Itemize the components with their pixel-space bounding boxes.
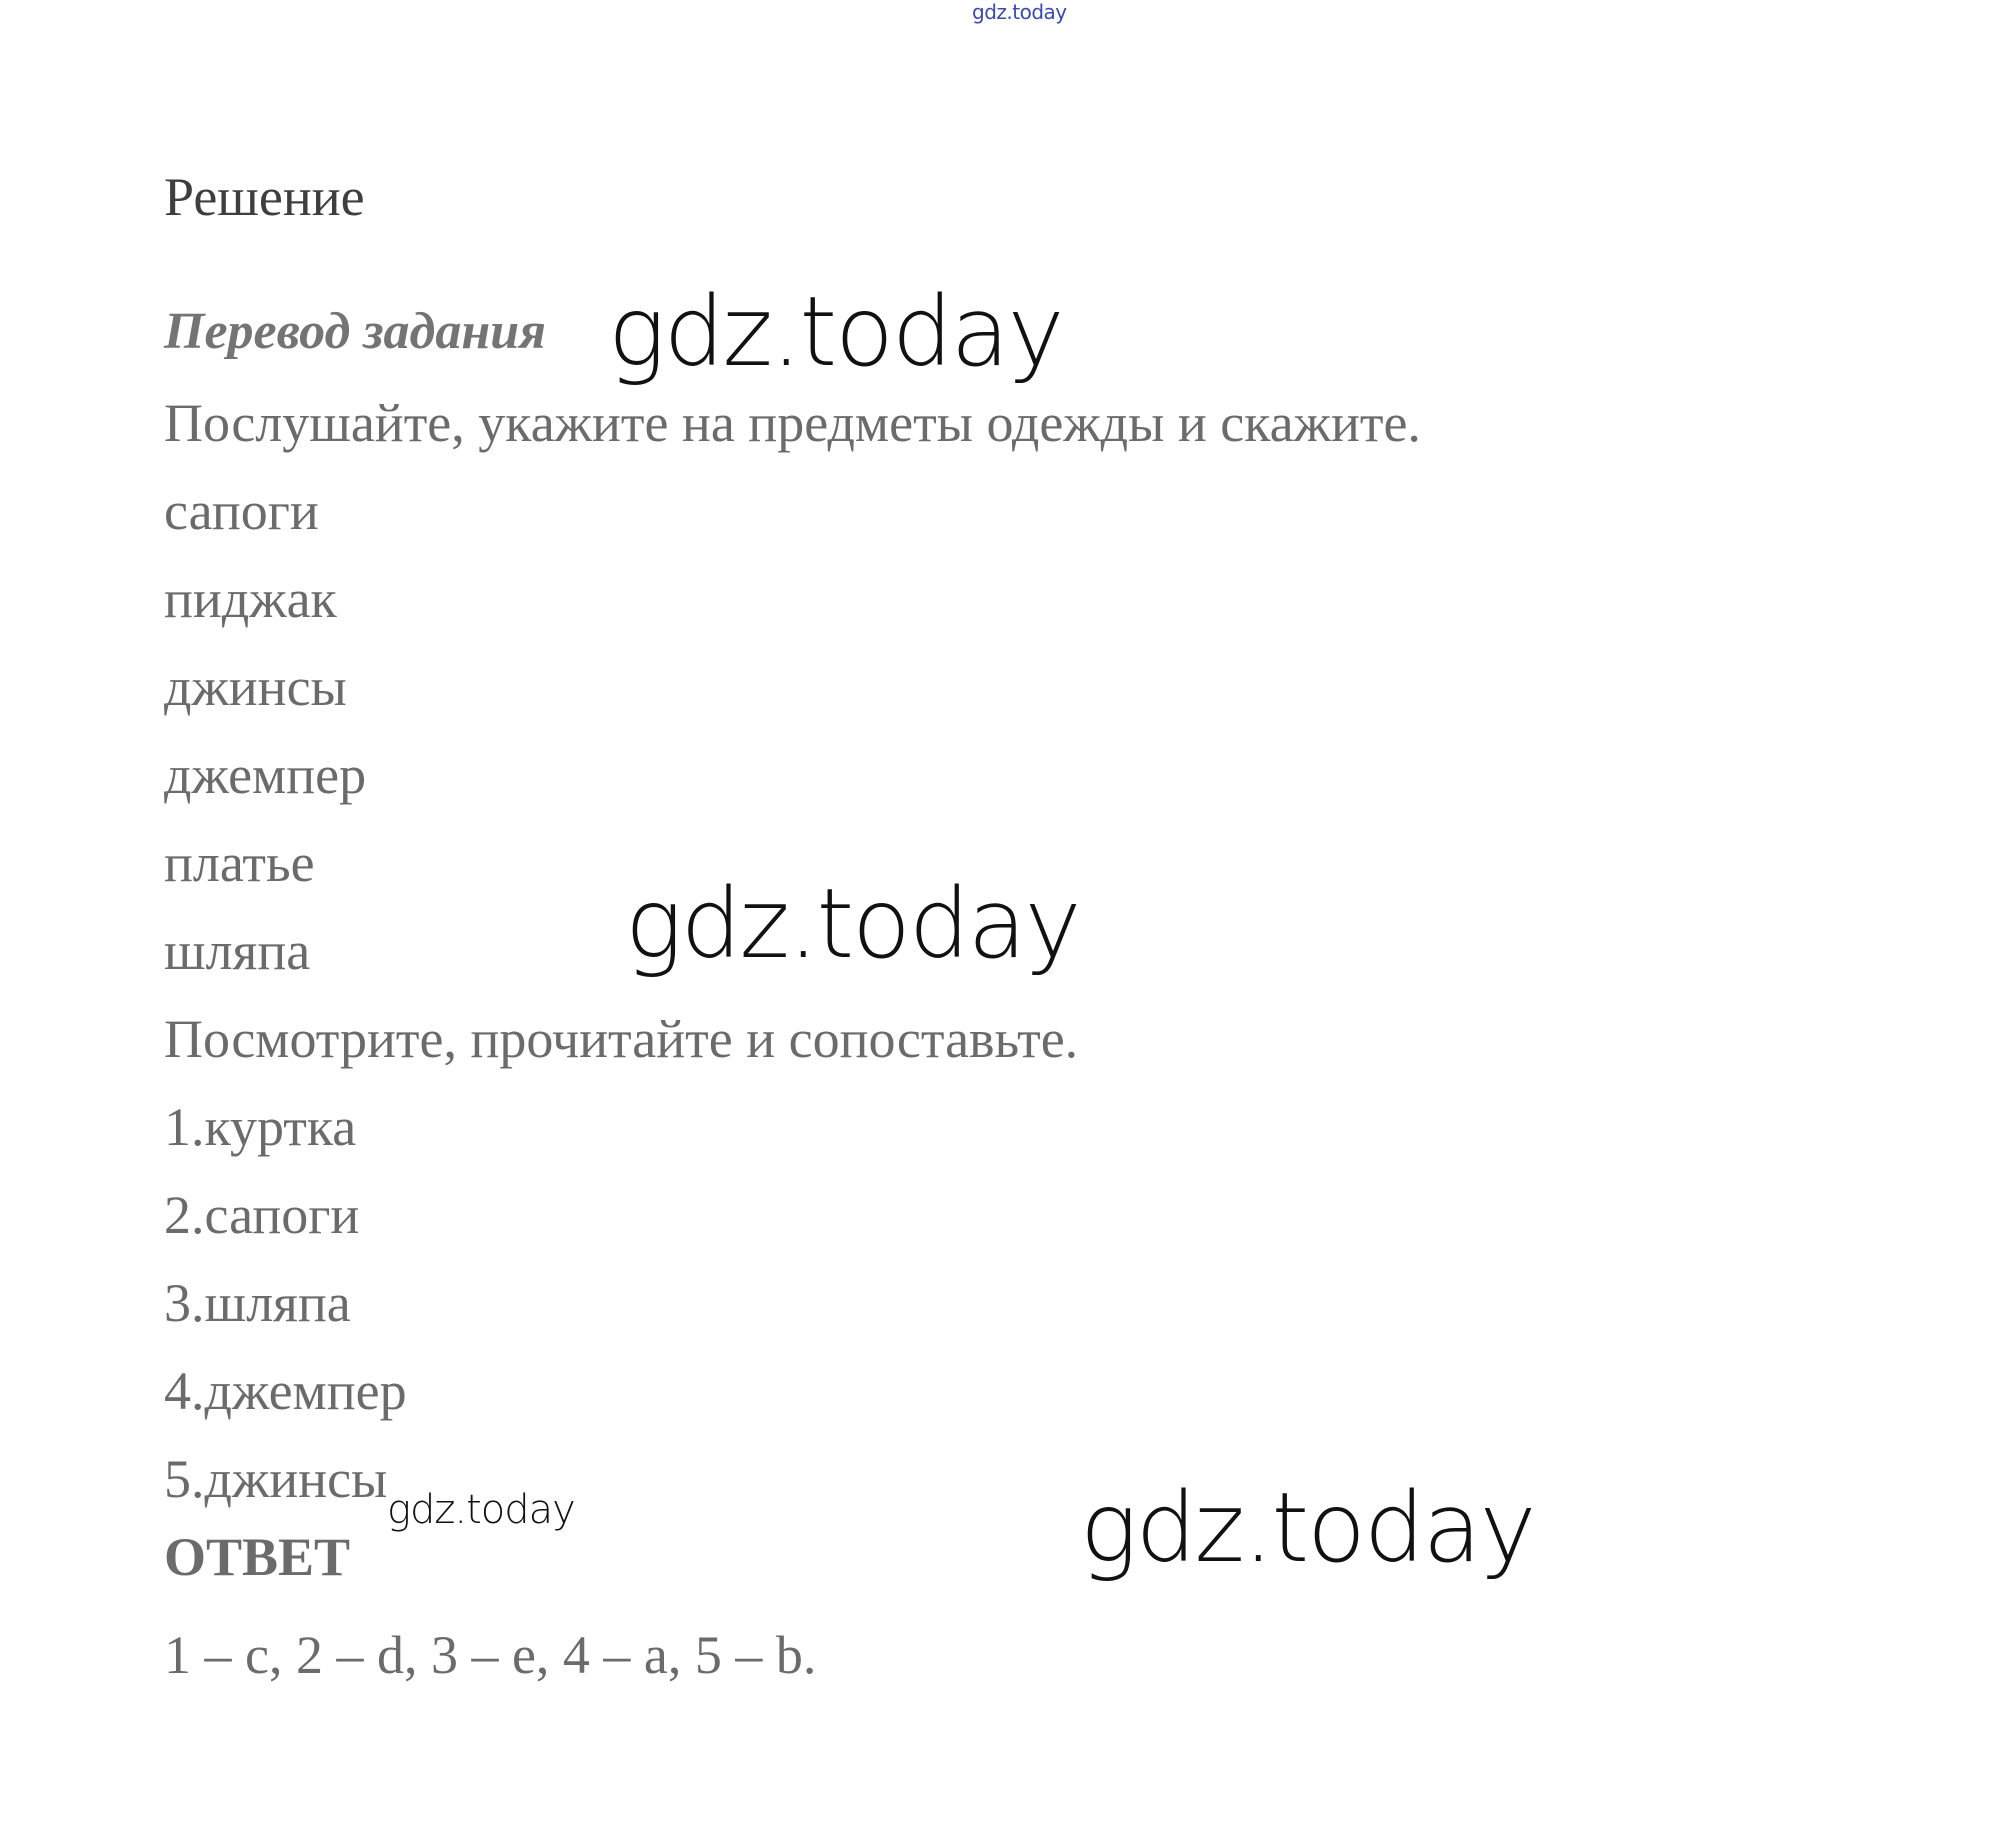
numbered-item: 3.шляпа: [164, 1273, 351, 1333]
answer-text: 1 – c, 2 – d, 3 – e, 4 – a, 5 – b.: [164, 1625, 817, 1685]
solution-heading: Решение: [164, 167, 365, 227]
instruction-listen: Послушайте, укажите на предметы одежды и скажите.: [164, 393, 1421, 453]
numbered-item: 4.джемпер: [164, 1361, 407, 1421]
word-item: пиджак: [164, 569, 337, 629]
numbered-item: 5.джинсы: [164, 1449, 388, 1509]
numbered-item: 1.куртка: [164, 1097, 357, 1157]
word-item: джемпер: [164, 745, 367, 805]
word-item: джинсы: [164, 657, 347, 717]
answer-label: ОТВЕТ: [164, 1527, 351, 1587]
top-watermark: gdz.today: [972, 0, 1067, 24]
numbered-item: 2.сапоги: [164, 1185, 360, 1245]
instruction-match: Посмотрите, прочитайте и сопоставьте.: [164, 1009, 1079, 1069]
word-item: сапоги: [164, 481, 319, 541]
watermark: gdz.today: [1080, 1472, 1535, 1584]
watermark: gdz.today: [625, 868, 1080, 980]
watermark: gdz.today: [387, 1487, 575, 1533]
watermark: gdz.today: [608, 276, 1063, 388]
translation-subheading: Перевод задания: [164, 303, 546, 360]
word-item: шляпа: [164, 921, 311, 981]
word-item: платье: [164, 833, 315, 893]
